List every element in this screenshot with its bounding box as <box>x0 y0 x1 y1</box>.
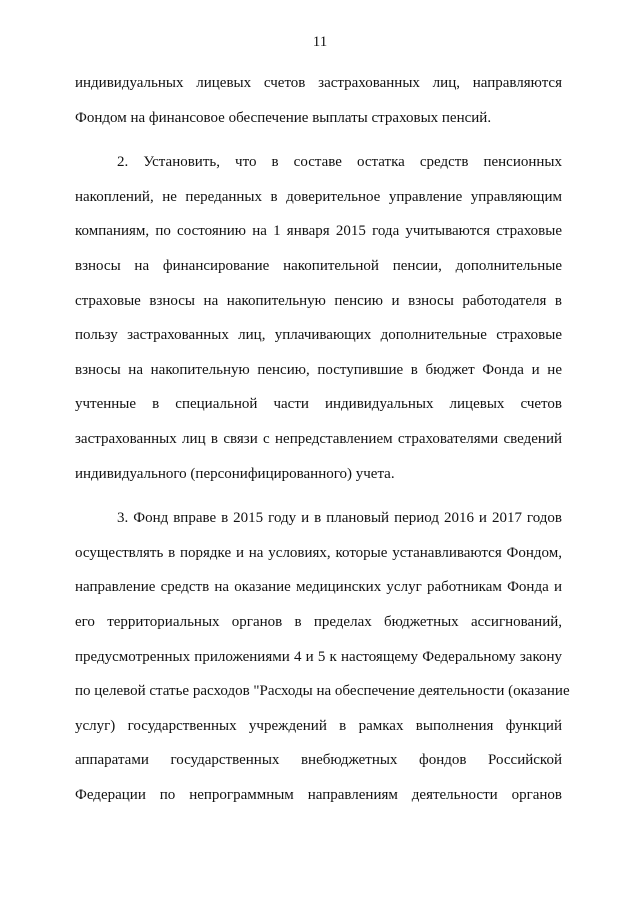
text-line: индивидуального (персонифицированного) учета. <box>75 465 395 482</box>
text-line: его территориальных органов в пределах бюджетных ассигнований, <box>75 613 562 630</box>
text-line: учтенные в специальной части индивидуальных лицевых счетов <box>75 396 562 413</box>
text-line: взносы на финансирование накопительной пенсии, дополнительные <box>75 257 562 274</box>
text-line: услуг) государственных учреждений в рамках выполнения функций <box>75 717 562 734</box>
text-line: 3. Фонд вправе в 2015 году и в плановый период 2016 и 2017 годов <box>117 510 562 527</box>
text-line: предусмотренных приложениями 4 и 5 к настоящему Федеральному закону <box>75 648 562 665</box>
paragraph-item-2 <box>75 145 562 491</box>
text-line: индивидуальных лицевых счетов застрахованных лиц, направляются <box>75 75 562 91</box>
text-line: накоплений, не переданных в доверительное управление управляющим <box>75 188 562 205</box>
text-line: 2. Установить, что в составе остатка средств пенсионных <box>117 154 562 171</box>
text-line: страховые взносы на накопительную пенсию и взносы работодателя в <box>75 292 562 309</box>
text-line: пользу застрахованных лиц, уплачивающих дополнительные страховые <box>75 327 562 344</box>
text-line: Федерации по непрограммным направлениям деятельности органов <box>75 786 562 803</box>
text-line: компаниям, по состоянию на 1 января 2015 года учитываются страховые <box>75 223 562 240</box>
page-number: 11 <box>312 34 328 50</box>
text-line: взносы на накопительную пенсию, поступившие в бюджет Фонда и не <box>75 361 562 378</box>
text-line: аппаратами государственных внебюджетных фондов Российской <box>75 752 562 769</box>
text-line: по целевой статье расходов "Расходы на обеспечение деятельности (оказание <box>75 683 570 700</box>
paragraph-continuation <box>75 66 562 135</box>
text-line: Фондом на финансовое обеспечение выплаты страховых пенсий. <box>75 109 492 126</box>
text-line: направление средств на оказание медицинских услуг работникам Фонда и <box>75 579 562 596</box>
document-body <box>75 66 570 812</box>
text-line: осуществлять в порядке и на условиях, которые устанавливаются Фондом, <box>75 544 562 561</box>
text-line: застрахованных лиц в связи с непредставлением страхователями сведений <box>75 430 562 447</box>
paragraph-item-3 <box>75 501 570 812</box>
